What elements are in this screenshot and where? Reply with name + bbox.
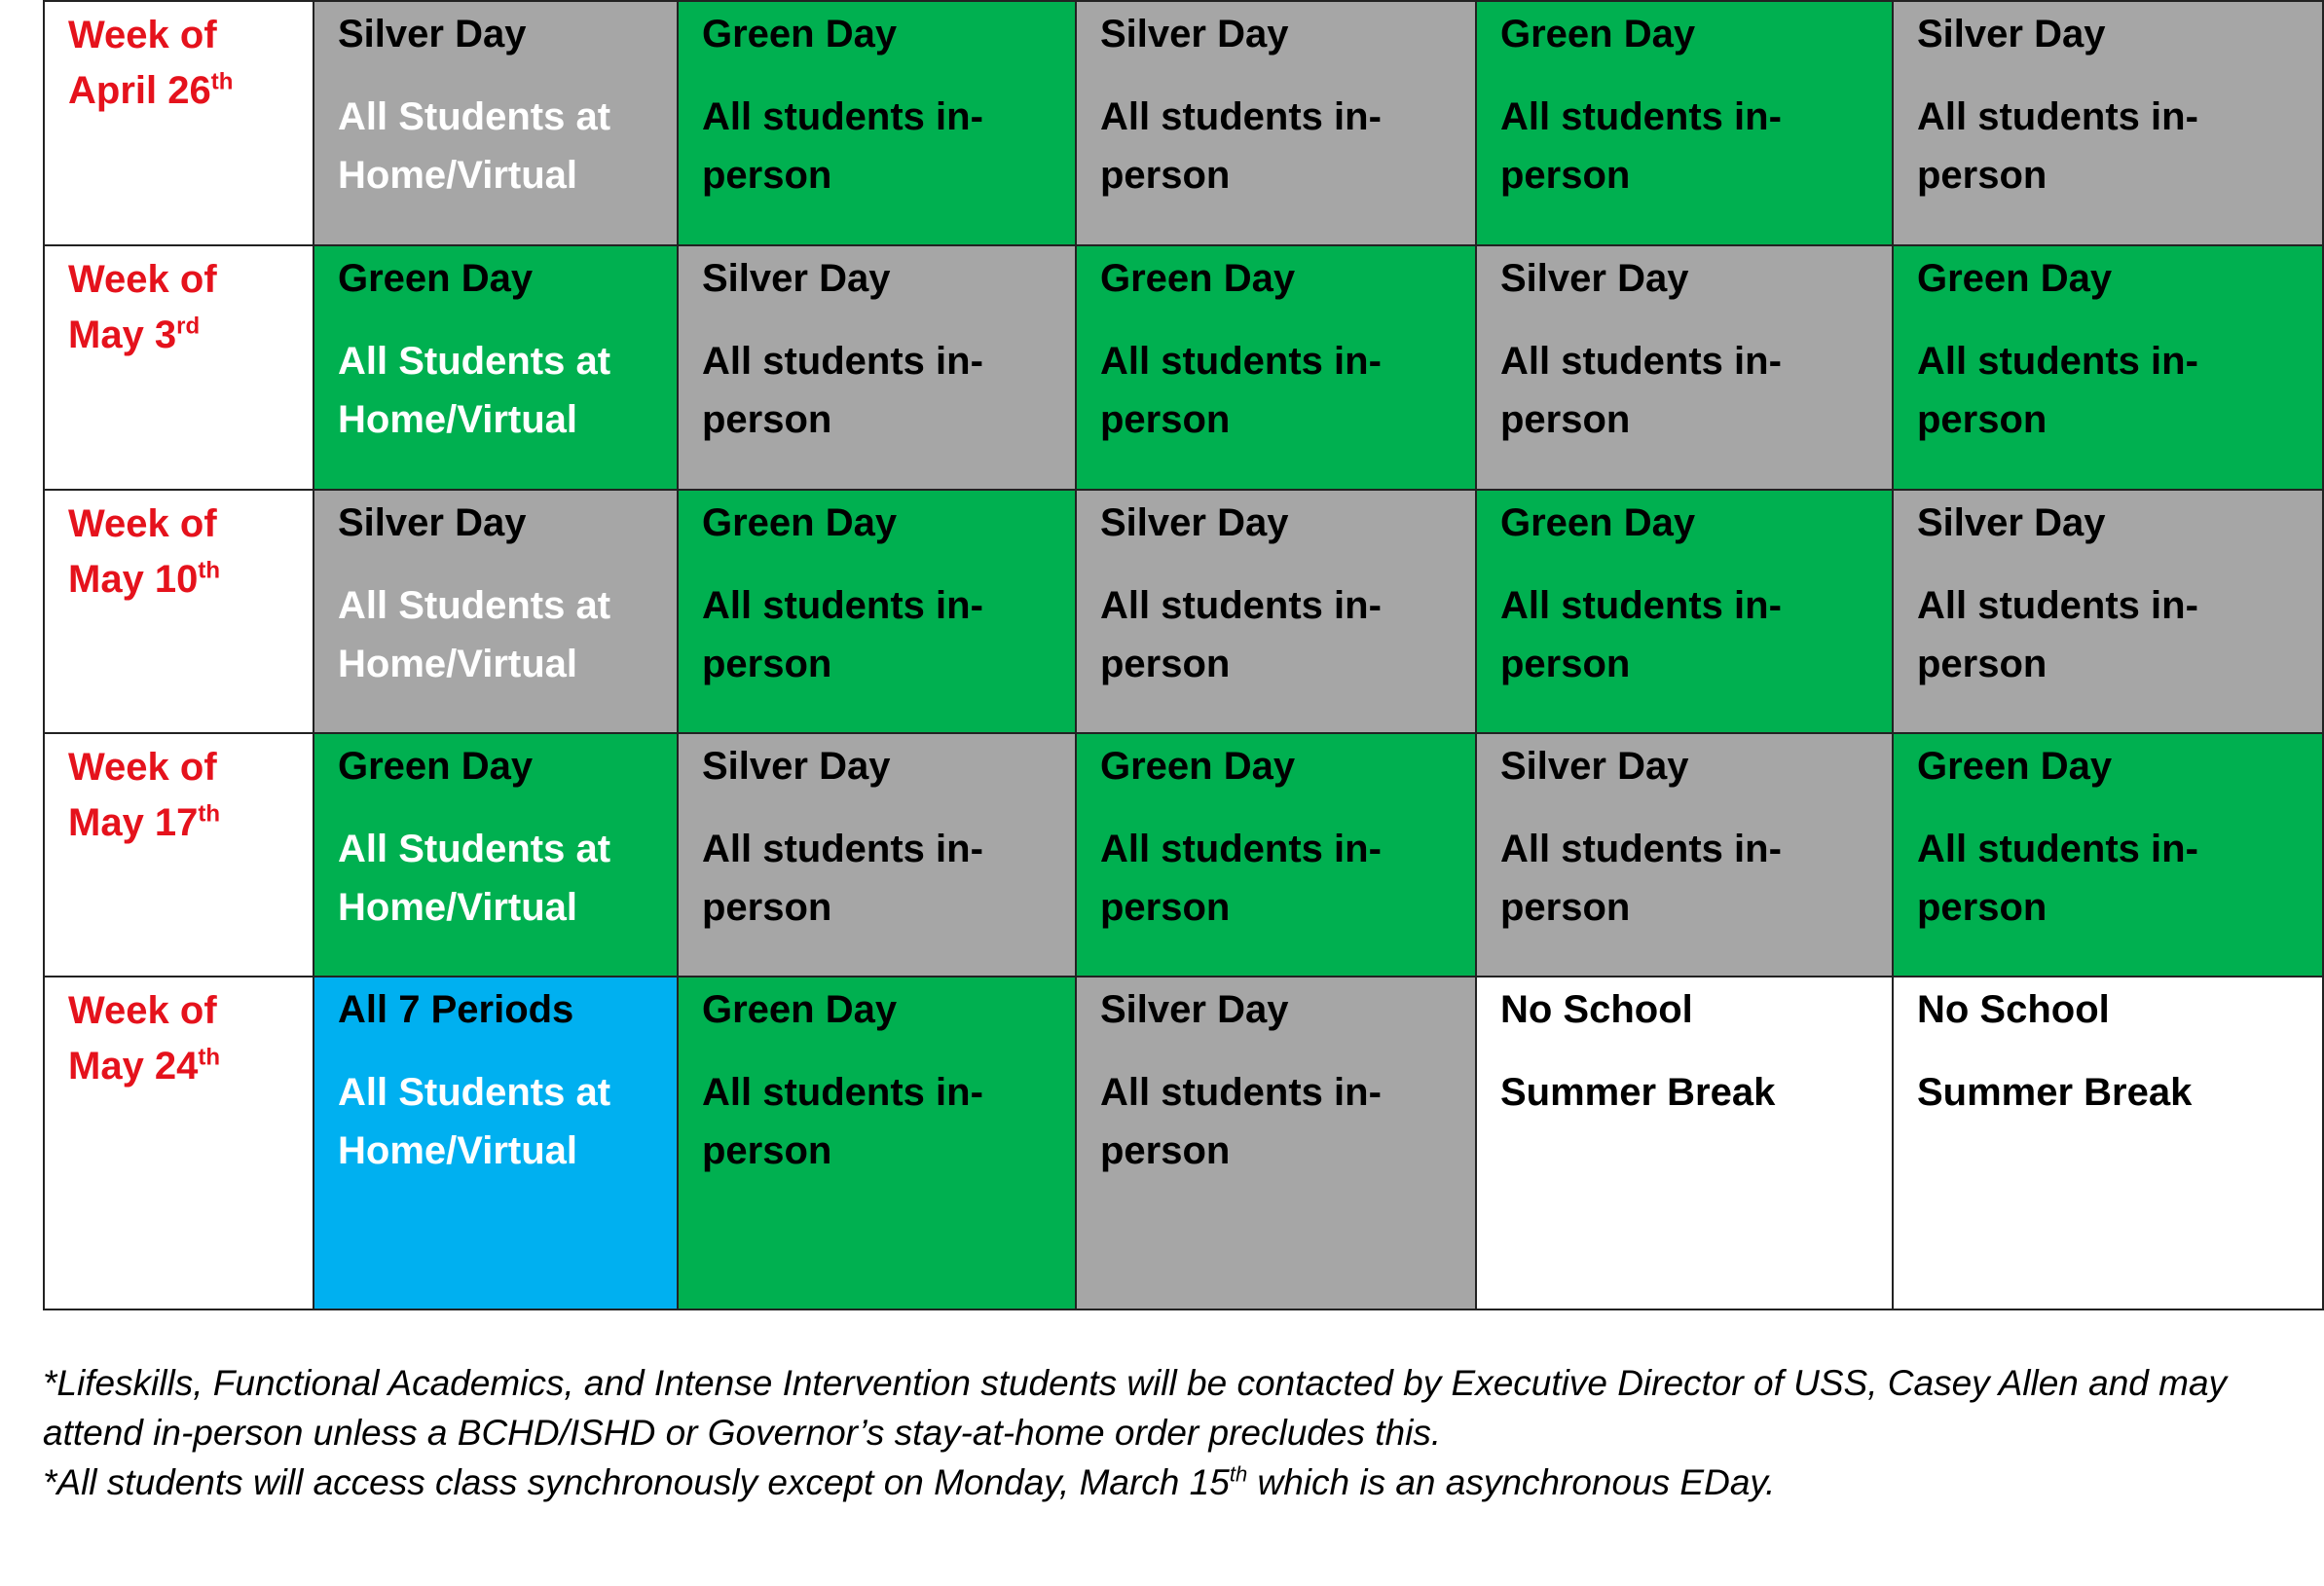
- attendance-description: All students in-person: [702, 1071, 983, 1173]
- day-type-label: Green Day: [1100, 745, 1296, 789]
- week-of-text: Week of: [68, 989, 217, 1033]
- day-type-label: Green Day: [1100, 257, 1296, 301]
- week-of-text: Week of: [68, 14, 217, 56]
- attendance-description: All students in-person: [702, 340, 983, 442]
- day-cell: [678, 490, 1076, 733]
- attendance-description: All students in-person: [1100, 340, 1382, 442]
- attendance-description: All students in-person: [1100, 95, 1382, 197]
- attendance-description: All students in-person: [1500, 828, 1782, 930]
- day-cell: [1476, 245, 1893, 489]
- day-type-label: Silver Day: [1500, 745, 1689, 789]
- week-cell: [44, 245, 314, 489]
- day-type-label: Silver Day: [702, 257, 891, 301]
- day-type-label: Silver Day: [1917, 500, 2106, 544]
- week-date-suffix: th: [198, 800, 221, 828]
- week-row: [44, 733, 2323, 977]
- attendance-description: All students in-person: [1917, 340, 2198, 442]
- day-type-label: Silver Day: [338, 500, 527, 544]
- day-type-label: Green Day: [1500, 13, 1696, 55]
- day-type-label: Silver Day: [338, 13, 527, 55]
- attendance-description: All students in-person: [1100, 583, 1382, 685]
- day-cell: [1893, 1, 2323, 245]
- day-type-label: Silver Day: [1100, 13, 1289, 55]
- day-type-label: Green Day: [702, 13, 898, 55]
- schedule-table: [43, 0, 2324, 1310]
- attendance-description: Summer Break: [1500, 1071, 1776, 1115]
- attendance-description: All students in-person: [1100, 828, 1382, 930]
- day-cell: [678, 977, 1076, 1309]
- footnote-synchronous: *All students will access class synchronously except on Monday, March 15th which is an asynchronous EDay.: [43, 1461, 1776, 1502]
- attendance-description: All students in-person: [702, 583, 983, 685]
- week-date: May 17: [68, 801, 199, 845]
- week-of-text: Week of: [68, 501, 217, 545]
- day-type-label: Silver Day: [702, 745, 891, 789]
- attendance-description: All Students at Home/Virtual: [338, 583, 611, 685]
- attendance-description: All students in-person: [702, 828, 983, 930]
- day-type-label: Green Day: [1500, 500, 1696, 544]
- attendance-description: Summer Break: [1917, 1071, 2193, 1115]
- day-type-label: Green Day: [1917, 745, 2113, 789]
- day-cell: [678, 733, 1076, 977]
- day-cell: [314, 977, 678, 1309]
- week-label: [45, 977, 313, 1094]
- footnote-lifeskills: *Lifeskills, Functional Academics, and Intense Intervention students will be contacted by Executive Director of USS, Casey Allen and may attend in-person unless a BCHD/ISHD or Governor’s stay-at-home order precludes this.: [43, 1363, 2228, 1453]
- attendance-description: All students in-person: [1500, 583, 1782, 685]
- attendance-description: All Students at Home/Virtual: [338, 828, 611, 930]
- attendance-description: All students in-person: [1917, 95, 2198, 197]
- attendance-description: All students in-person: [1100, 1071, 1382, 1173]
- week-date: May 3: [68, 314, 177, 357]
- day-cell: [1893, 977, 2323, 1309]
- week-date-suffix: th: [198, 1045, 221, 1072]
- day-cell: [1893, 245, 2323, 489]
- attendance-description: All Students at Home/Virtual: [338, 95, 611, 197]
- week-of-text: Week of: [68, 746, 217, 790]
- day-type-label: Silver Day: [1100, 500, 1289, 544]
- week-cell: [44, 733, 314, 977]
- week-date: April 26: [68, 69, 211, 112]
- day-cell: [314, 490, 678, 733]
- week-date: May 24: [68, 1045, 199, 1088]
- day-cell: [1476, 733, 1893, 977]
- week-of-text: Week of: [68, 258, 217, 302]
- week-label: [45, 491, 313, 608]
- day-cell: [1476, 977, 1893, 1309]
- attendance-description: All students in-person: [1917, 828, 2198, 930]
- week-date-suffix: th: [198, 557, 221, 584]
- day-cell: [678, 1, 1076, 245]
- day-cell: [1076, 733, 1476, 977]
- week-row: [44, 1, 2323, 245]
- day-cell: [1893, 733, 2323, 977]
- attendance-description: All students in-person: [1500, 340, 1782, 442]
- day-type-label: No School: [1500, 988, 1693, 1032]
- week-cell: [44, 977, 314, 1309]
- week-date-suffix: rd: [176, 314, 201, 341]
- attendance-description: All Students at Home/Virtual: [338, 1071, 611, 1173]
- day-type-label: Green Day: [338, 745, 534, 789]
- week-cell: [44, 490, 314, 733]
- day-cell: [1476, 490, 1893, 733]
- day-type-label: Silver Day: [1917, 13, 2106, 55]
- day-cell: [1893, 490, 2323, 733]
- day-type-label: All 7 Periods: [338, 988, 574, 1032]
- week-row: [44, 490, 2323, 733]
- day-type-label: Green Day: [338, 257, 534, 301]
- attendance-description: All Students at Home/Virtual: [338, 340, 611, 442]
- day-type-label: Green Day: [1917, 257, 2113, 301]
- week-row: [44, 977, 2323, 1309]
- attendance-description: All students in-person: [702, 95, 983, 197]
- day-cell: [1076, 490, 1476, 733]
- day-type-label: Green Day: [702, 988, 898, 1032]
- week-label: [45, 734, 313, 851]
- day-type-label: Green Day: [702, 500, 898, 544]
- week-label: [45, 2, 313, 119]
- attendance-description: All students in-person: [1917, 583, 2198, 685]
- week-row: [44, 245, 2323, 489]
- attendance-description: All students in-person: [1500, 95, 1782, 197]
- footnotes: [43, 1358, 2311, 1507]
- day-cell: [678, 245, 1076, 489]
- day-cell: [1076, 1, 1476, 245]
- day-cell: [314, 1, 678, 245]
- week-date-suffix: th: [210, 68, 234, 95]
- day-type-label: Silver Day: [1500, 257, 1689, 301]
- day-cell: [1076, 977, 1476, 1309]
- week-label: [45, 246, 313, 363]
- week-cell: [44, 1, 314, 245]
- day-cell: [1076, 245, 1476, 489]
- day-type-label: No School: [1917, 988, 2110, 1032]
- day-type-label: Silver Day: [1100, 988, 1289, 1032]
- day-cell: [314, 245, 678, 489]
- week-date: May 10: [68, 557, 199, 601]
- day-cell: [314, 733, 678, 977]
- day-cell: [1476, 1, 1893, 245]
